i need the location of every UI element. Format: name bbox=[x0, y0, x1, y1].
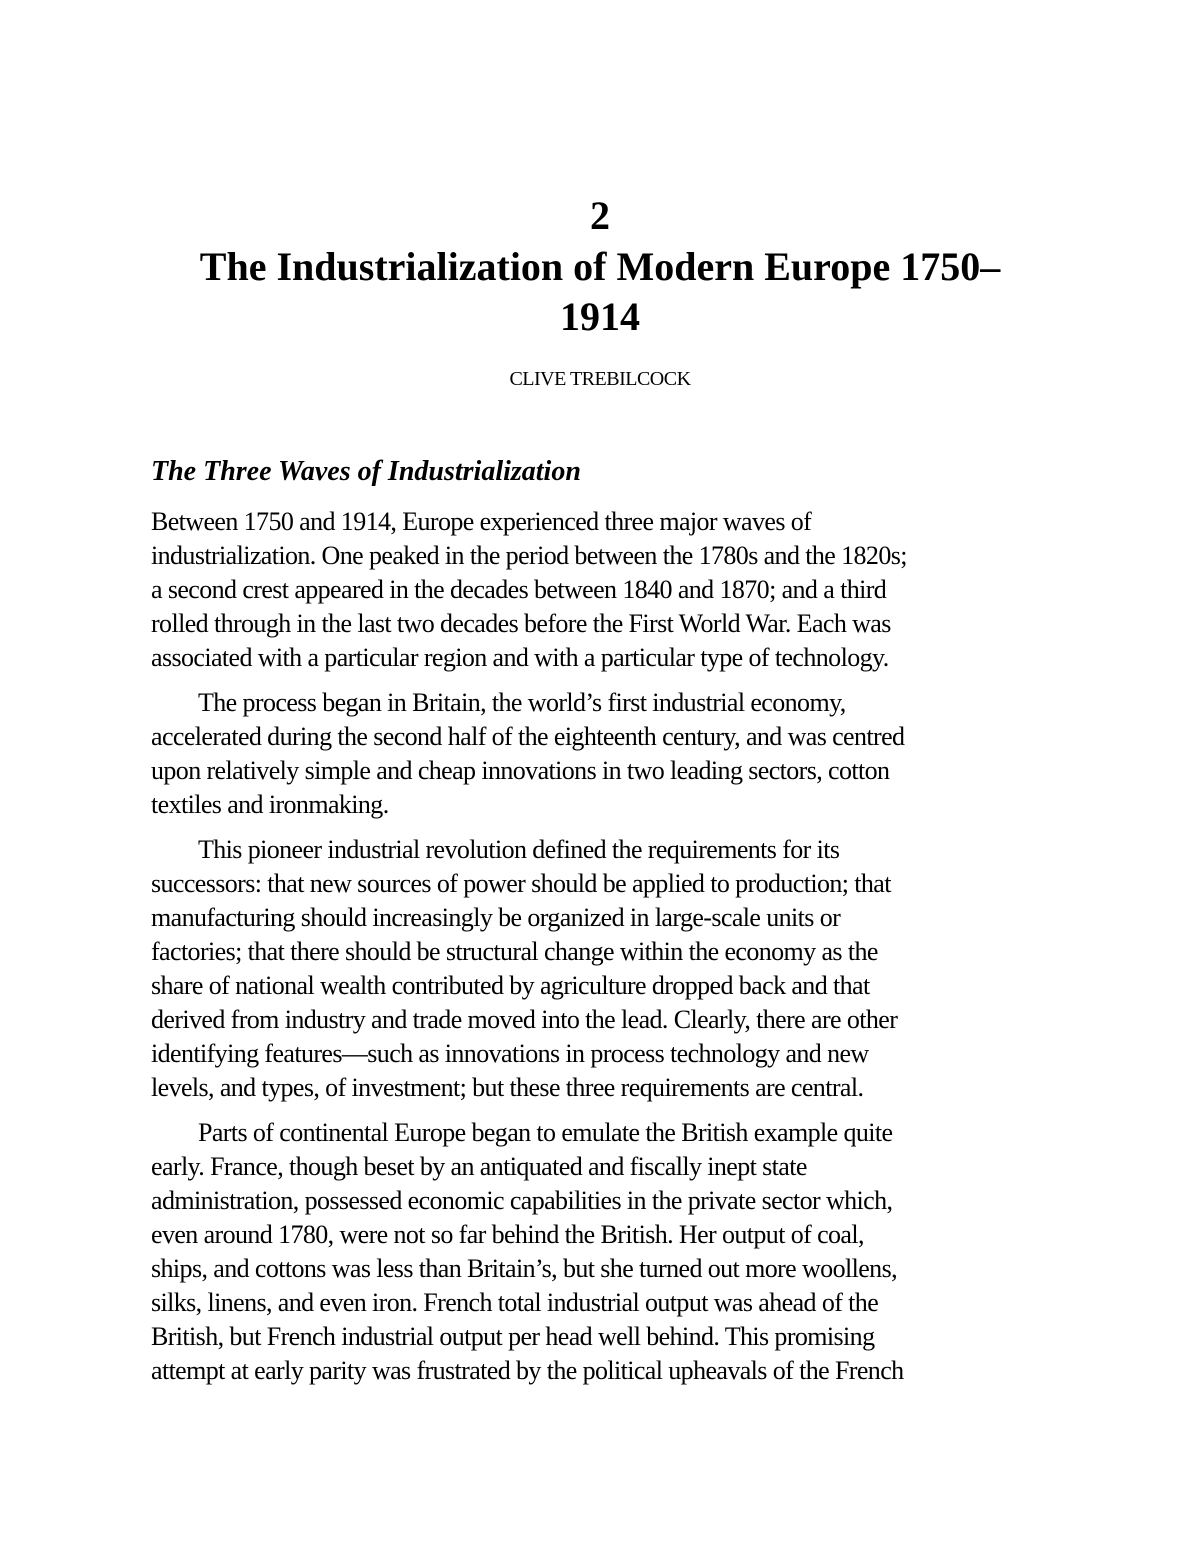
text-line: a second crest appeared in the decades between 1840 and 1870; and a third bbox=[151, 575, 887, 604]
text-line: identifying features—such as innovations in process technology and new bbox=[151, 1039, 869, 1068]
text-line: accelerated during the second half of the eighteenth century, and was centred bbox=[151, 722, 905, 751]
text-line: ships, and cottons was less than Britain’s, but she turned out more woollens, bbox=[151, 1254, 897, 1283]
paragraph-3 bbox=[151, 833, 1071, 1105]
text-line: manufacturing should increasingly be organized in large-scale units or bbox=[151, 903, 841, 932]
text-line: The process began in Britain, the world’s first industrial economy, bbox=[198, 688, 846, 717]
text-line: upon relatively simple and cheap innovations in two leading sectors, cotton bbox=[151, 756, 890, 785]
text-line: early. France, though beset by an antiquated and fiscally inept state bbox=[151, 1152, 807, 1181]
text-line: associated with a particular region and with a particular type of technology. bbox=[151, 643, 889, 672]
chapter-number: 2 bbox=[590, 193, 610, 238]
text-line: derived from industry and trade moved into the lead. Clearly, there are other bbox=[151, 1005, 898, 1034]
chapter-author: CLIVE TREBILCOCK bbox=[509, 368, 691, 390]
text-line: silks, linens, and even iron. French total industrial output was ahead of the bbox=[151, 1288, 879, 1317]
text-line: successors: that new sources of power should be applied to production; that bbox=[151, 869, 891, 898]
paragraph-1 bbox=[151, 505, 1071, 675]
text-line: administration, possessed economic capabilities in the private sector which, bbox=[151, 1186, 893, 1215]
text-line: even around 1780, were not so far behind the British. Her output of coal, bbox=[151, 1220, 864, 1249]
text-line: share of national wealth contributed by agriculture dropped back and that bbox=[151, 971, 870, 1000]
text-line: levels, and types, of investment; but these three requirements are central. bbox=[151, 1073, 864, 1102]
text-line: rolled through in the last two decades before the First World War. Each was bbox=[151, 609, 891, 638]
text-line: Parts of continental Europe began to emulate the British example quite bbox=[198, 1118, 893, 1147]
text-line: industrialization. One peaked in the period between the 1780s and the 1820s; bbox=[151, 541, 907, 570]
text-line: This pioneer industrial revolution defined the requirements for its bbox=[198, 835, 840, 864]
text-line: attempt at early parity was frustrated by the political upheavals of the French bbox=[151, 1356, 904, 1385]
body-text bbox=[151, 505, 1071, 1399]
paragraph-2 bbox=[151, 686, 1071, 822]
text-line: British, but French industrial output per head well behind. This promising bbox=[151, 1322, 875, 1351]
chapter-title bbox=[0, 242, 1200, 342]
text-line: Between 1750 and 1914, Europe experienced three major waves of bbox=[151, 507, 812, 536]
paragraph-4 bbox=[151, 1116, 1071, 1388]
text-line: textiles and ironmaking. bbox=[151, 790, 389, 819]
text-line: factories; that there should be structural change within the economy as the bbox=[151, 937, 878, 966]
chapter-title-line: The Industrialization of Modern Europe 1750– bbox=[199, 244, 1001, 289]
chapter-title-line: 1914 bbox=[560, 294, 640, 339]
section-heading: The Three Waves of Industrialization bbox=[151, 456, 581, 487]
